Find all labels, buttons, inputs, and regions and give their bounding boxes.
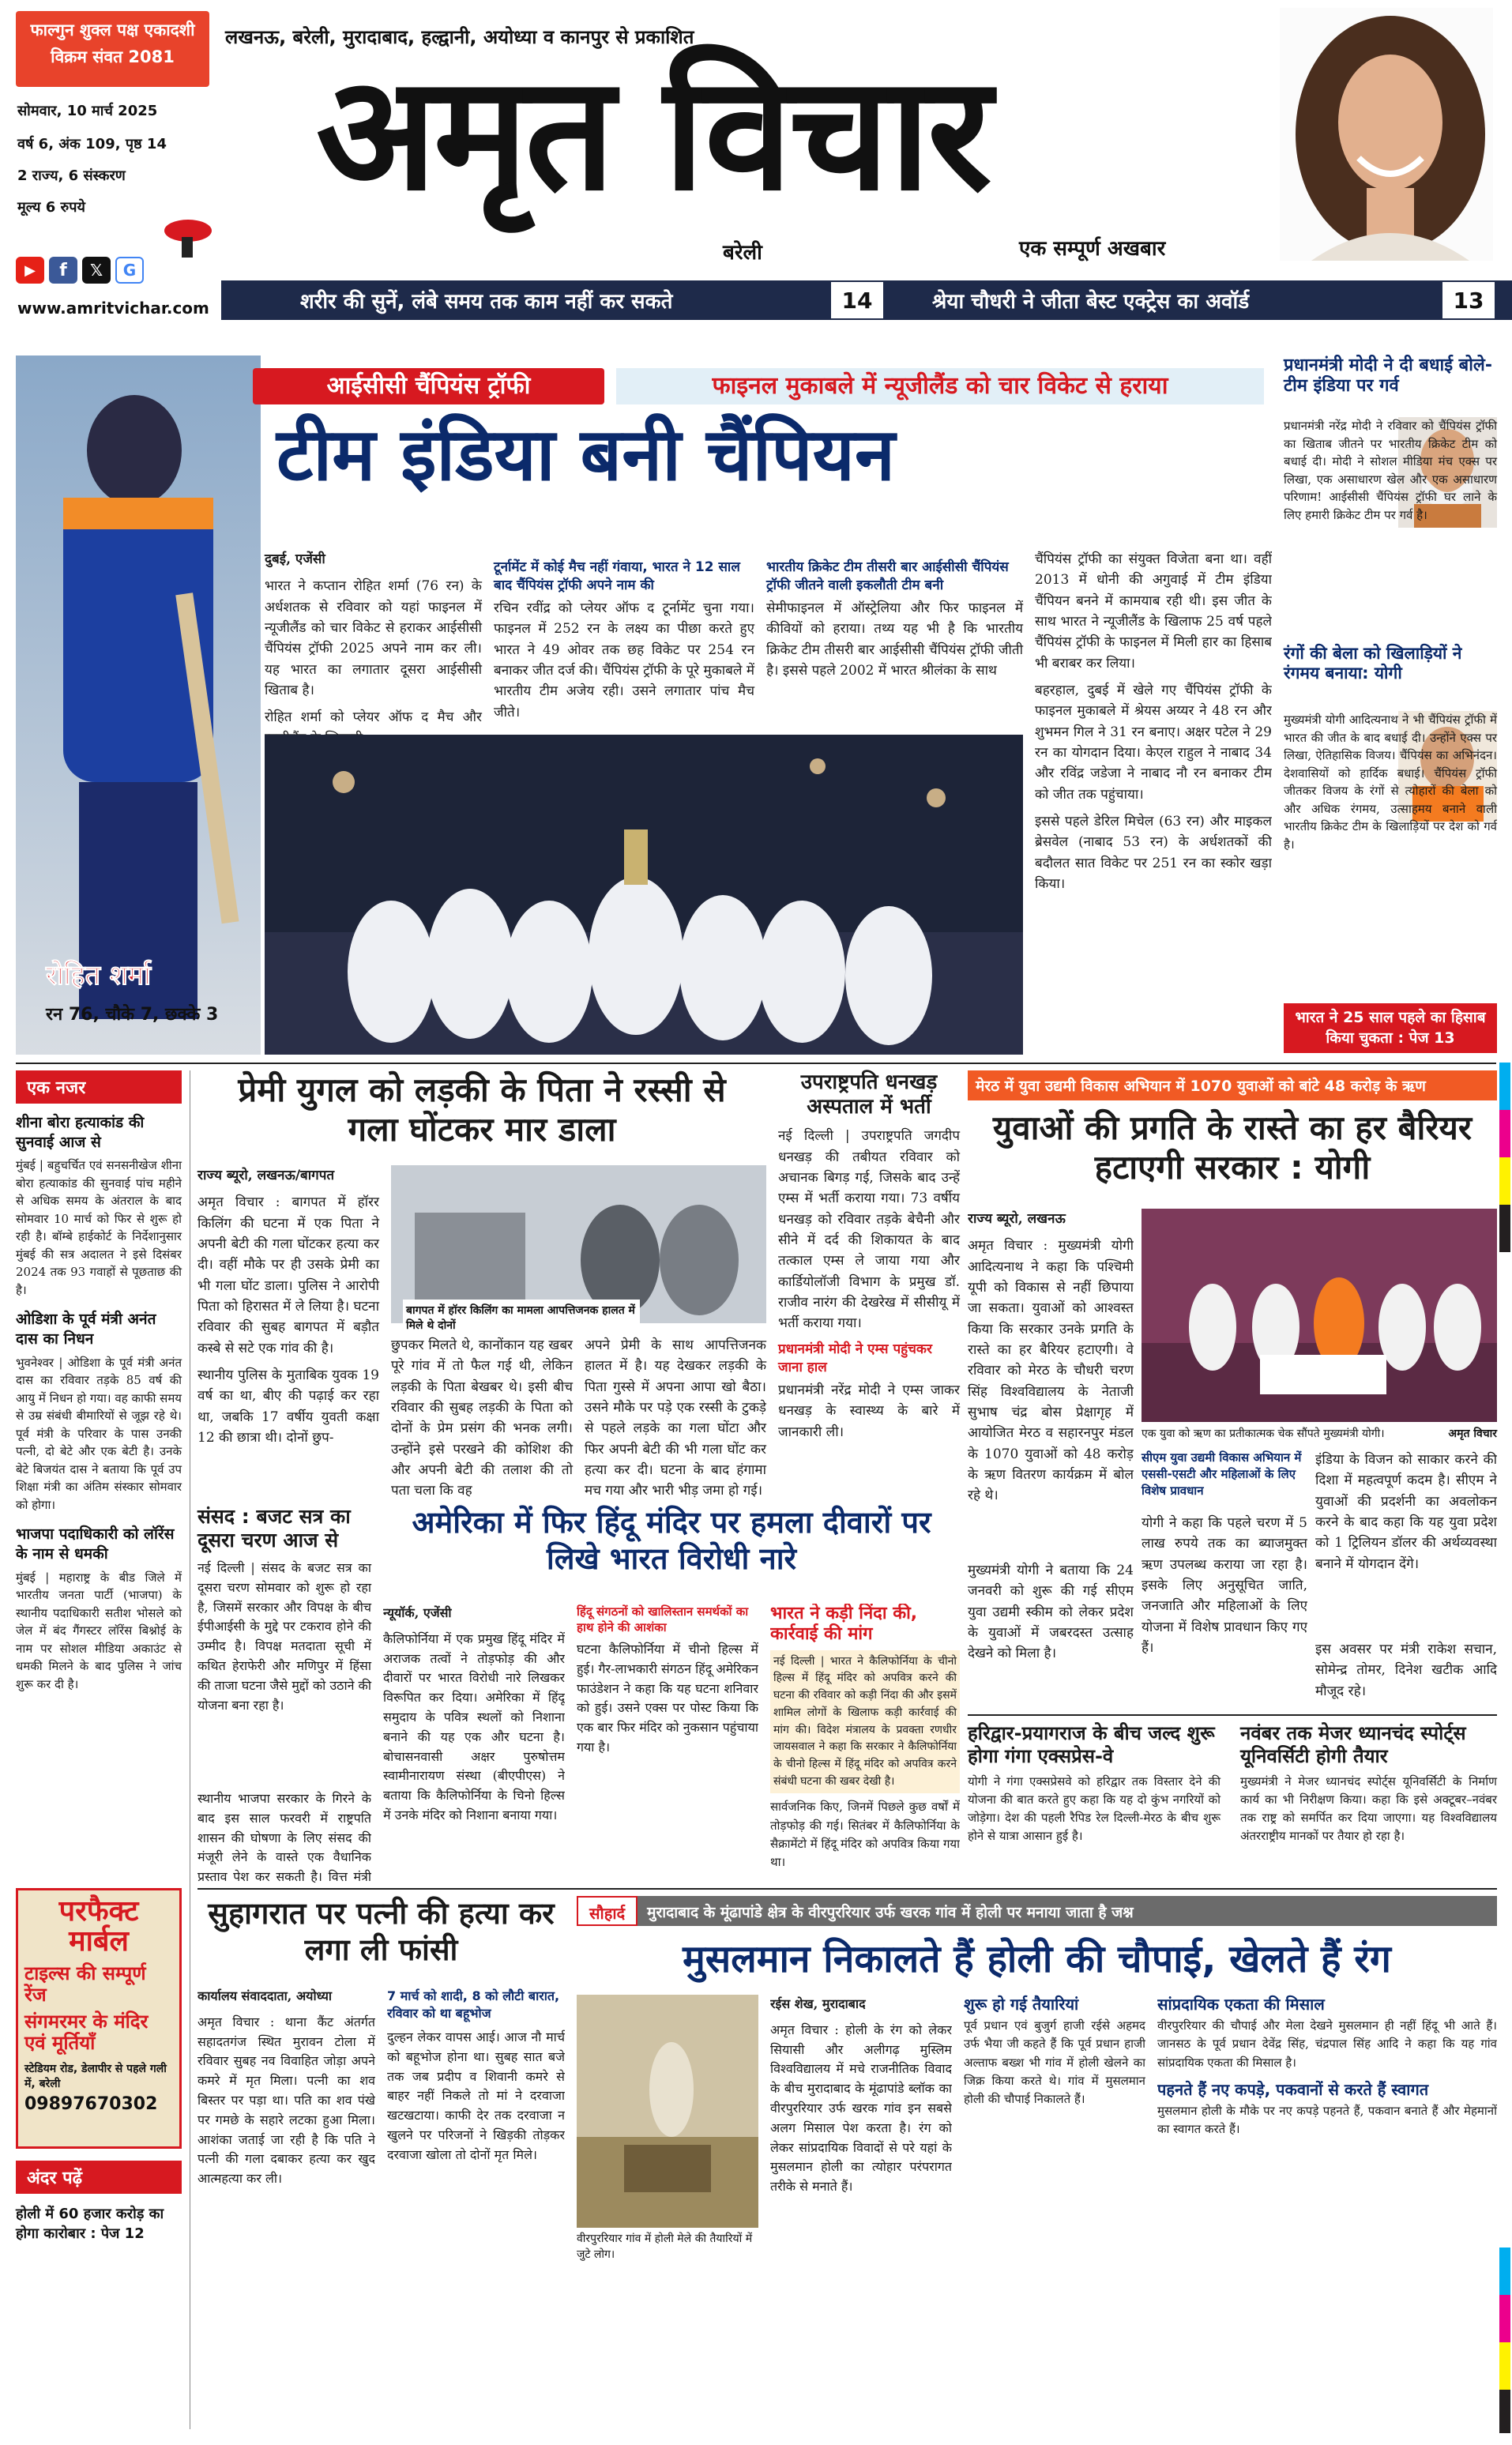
kicker-right: फाइनल मुकाबले में न्यूजीलैंड को चार विकेट से हराया xyxy=(616,368,1264,404)
holi-kicker: मुरादाबाद के मूंढापांडे क्षेत्र के वीरपुररियार उर्फ खरक गांव में होली पर मनाया जाता है जश्न xyxy=(638,1896,1497,1926)
ad-line4: संगमरमर के मंदिर एवं मूर्तियाँ xyxy=(24,2010,149,2055)
lead-col2-head: टूर्नामेंट में कोई मैच नहीं गंवाया, भारत ने 12 साल बाद चैंपियंस ट्रॉफी अपने नाम की xyxy=(494,559,740,593)
holi-col3 xyxy=(964,1995,1145,2433)
x-icon[interactable]: 𝕏 xyxy=(82,257,111,284)
marble-ad[interactable] xyxy=(16,1888,182,2149)
ad-address: स्टेडियम रोड, डेलापीर से पहले गली में, बरेली xyxy=(24,2062,167,2090)
lovers-col1 xyxy=(197,1165,379,1454)
panchang-box xyxy=(16,11,209,87)
nazar-item-head[interactable]: भाजपा पदाधिकारी को लॉरेंस के नाम से धमकी xyxy=(16,1525,175,1563)
nazar-item-text: भुवनेश्वर | ओडिशा के पूर्व मंत्री अनंत दास का रविवार तड़के 85 वर्ष की आयु में निधन हो गया। वह काफी समय से उम्र संबंधी बीमारियों से जूझ रहे थे। पूर्व मंत्री के परिवार के पास उनकी पत्नी, दो बेटे और एक बेटी है। उनके बेटे बिजयंत दास ने बताया कि पूर्व उप शिक्षा मंत्री का अंतिम संस्कार सोमवार को होगा। xyxy=(16,1355,182,1512)
facebook-icon[interactable]: f xyxy=(49,257,77,284)
team-photo xyxy=(265,735,1023,1055)
usa-dateline: न्यूयॉर्क, एजेंसी xyxy=(383,1605,452,1620)
sports-story xyxy=(1240,1722,1497,1846)
yogi-divider xyxy=(968,1714,1497,1716)
tease-box[interactable]: भारत ने 25 साल पहले का हिसाब किया चुकता : पेज 13 xyxy=(1284,1003,1497,1053)
yogi-kicker: मेरठ में युवा उद्यमी विकास अभियान में 1070 युवाओं को बांटे 48 करोड़ के ऋण xyxy=(968,1070,1497,1100)
vp-callout: प्रधानमंत्री मोदी ने एम्स पहुंचकर जाना हाल xyxy=(778,1341,932,1375)
usa-p2: घटना कैलिफोर्निया में चीनो हिल्स में हुई। गैर-लाभकारी संगठन हिंदू अमेरिकन फाउंडेशन ने कहा कि यह घटना शनिवार को हुई। उसने एक्स पर पोस्ट किया कि एक बार फिर मंदिर को नुकसान पहुंचाया गया है। xyxy=(577,1642,758,1755)
divider-mid xyxy=(197,1888,1497,1890)
lovers-p3: छुपकर मिलते थे, कानोंकान यह खबर पूरे गांव में तो फैल गई थी, लेकिन लड़की के पिता बेखबर थे। इसी बीच रविवार की सुबह लड़की के पिता को दोनों के प्रेम प्रसंग की भनक लगी। उन्होंने इसे परखने की कोशिश की और अपनी बेटी की तलाश की तो पता चला कि वह xyxy=(391,1337,573,1499)
suhagrat-p2: दुल्हन लेकर वापस आई। आज नौ मार्च को बहूभोज होना था। सुबह सात बजे तक जब प्रदीप व शिवानी कमरे से बाहर नहीं निकले तो मां ने दरवाजा खटखटाया। काफी देर तक दरवाजा न खुलने पर परिजनों ने खिड़की तोड़कर दरवाजा खोला तो दोनों मृत मिले। xyxy=(387,2029,565,2162)
india-resp-headline[interactable]: भारत ने कड़ी निंदा की, कार्रवाई की मांग xyxy=(770,1604,918,1645)
player-stats: रन 76, चौके 7, छक्के 3 xyxy=(46,1005,219,1025)
holi-p1: अमृत विचार : होली के रंग को लेकर सियासी और अलीगढ़ मुस्लिम विश्वविद्यालय में मचे राजनीतिक विवाद के बीच मुरादाबाद के मूंढापांडे ब्लॉक का वीरपुररियार उर्फ खरक गांव इन सबसे अलग मिसाल पेश करता है। रंग को लेकर सांप्रदायिक विवादों से परे यहां के मुसलमान होली का त्योहार परंपरागत तरीके से मनाते हैं। xyxy=(770,2022,952,2195)
nazar-item xyxy=(16,1310,182,1514)
holi-sub1-text: पूर्व प्रधान एवं बुजुर्ग हाजी रईसे अहमद उर्फ भैया जी कहते हैं कि पूर्व प्रधान हाजी अल्ताफ बख्श भी गांव में होली खेलने का जिक्र किया करते थे। गांव में मुसलमान होली की चौपाई निकालते हैं। xyxy=(964,2018,1145,2106)
suhagrat-col1 xyxy=(197,1987,375,2429)
vp-headline[interactable]: उपराष्ट्रपति धनखड़ अस्पताल में भर्ती xyxy=(800,1070,938,1119)
holi-label: सौहार्द xyxy=(577,1896,638,1926)
lead-col2-p1: रचिन रवींद्र को प्लेयर ऑफ द टूर्नामेंट चुना गया। फाइनल में 252 रन के लक्ष्य का पीछा करते हुए भारत ने 49 ओवर तक छह विकेट पर 254 रन बनाकर जीत दर्ज की। चैंपियंस ट्रॉफी के पूरे मुकाबले में भारतीय टीम अजेय रही। उसने लगातार पांच मैच जीते। xyxy=(494,600,754,720)
issue-line: वर्ष 6, अंक 109, पृष्ठ 14 xyxy=(17,136,167,152)
strip-right-page xyxy=(1441,280,1496,320)
usa-col3 xyxy=(770,1604,960,1884)
player-name: रोहित शर्मा xyxy=(46,960,152,991)
holi-sub3: पहनते हैं नए कपड़े, पकवानों से करते हैं स्वागत xyxy=(1157,2079,1429,2099)
modi-text: प्रधानमंत्री नरेंद्र मोदी ने रविवार को चैंपियंस ट्रॉफी का खिताब जीतने पर भारतीय क्रिकेट टीम को बधाई दी। मोदी ने सोशल मीडिया मंच एक्स पर लिखा, एक असाधारण खेल और एक असाधारण परिणाम! आईसीसी चैंपियंस ट्रॉफी घर लाने के लिए हमारी क्रिकेट टीम पर गर्व है। xyxy=(1284,419,1497,522)
story-vp xyxy=(778,1070,960,1497)
suhagrat-headline[interactable]: सुहागरात पर पत्नी की हत्या कर लगा ली फांसी xyxy=(208,1896,555,1967)
usa-col1 xyxy=(383,1604,565,1884)
inside-text[interactable]: होली में 60 हजार करोड़ का होगा कारोबार : पेज 12 xyxy=(16,2206,164,2243)
yogi-story-headline[interactable]: युवाओं की प्रगति के रास्ते का हर बैरियर हटाएगी सरकार : योगी xyxy=(992,1108,1473,1187)
usa-p1: कैलिफोर्निया में एक प्रमुख हिंदू मंदिर में अराजक तत्वों ने तोड़फोड़ की और दीवारों पर भारत विरोधी नारे लिखकर विरूपित कर दिया। अमेरिका में हिंदू समुदाय के पवित्र स्थलों को निशाना बनाने की यह एक और घटना है। बोचासनवासी अक्षर पुरुषोत्तम स्वामीनारायण संस्था (बीएपीएस) ने बताया कि कैलिफोर्निया के चिनो हिल्स में उनके मंदिर को निशाना बनाया गया। xyxy=(383,1631,565,1822)
sansad-headline[interactable]: संसद : बजट सत्र का दूसरा चरण आज से xyxy=(197,1505,351,1552)
cities-line: लखनऊ, बरेली, मुरादाबाद, हल्द्वानी, अयोध्या व कानपुर से प्रकाशित xyxy=(225,26,694,48)
strip-right-text[interactable]: श्रेया चौधरी ने जीता बेस्ट एक्ट्रेस का अवॉर्ड xyxy=(932,290,1250,314)
india-resp-p1: नई दिल्ली | भारत ने कैलिफोर्निया के चीनो हिल्स में हिंदू मंदिर को अपवित्र करने की घटना की रविवार को कड़ी निंदा की और इसमें शामिल लोगों के खिलाफ कड़ी कार्रवाई की मांग की। विदेश मंत्रालय के प्रवक्ता रणधीर जायसवाल ने कहा कि सरकार ने कैलिफोर्निया के चीनो हिल्स में हिंदू मंदिर को अपवित्र करने संबंधी घटना की खबर देखी है। xyxy=(770,1650,960,1794)
vp-p2: प्रधानमंत्री नरेंद्र मोदी ने एम्स जाकर धनखड़ के स्वास्थ्य के बारे में जानकारी ली। xyxy=(778,1382,960,1440)
yogi-box-head: सीएम युवा उद्यमी विकास अभियान में एससी-एसटी और महिलाओं के लिए विशेष प्रावधान xyxy=(1142,1450,1302,1498)
tagline: एक सम्पूर्ण अखबार xyxy=(1019,237,1166,261)
website[interactable]: www.amritvichar.com xyxy=(17,299,209,318)
nazar-item xyxy=(16,1113,182,1299)
holi-sub1: शुरू हो गई तैयारियां xyxy=(964,1995,1079,2014)
nazar-item-head[interactable]: शीना बोरा हत्याकांड की सुनवाई आज से xyxy=(16,1114,145,1151)
story-suhagrat xyxy=(197,1896,565,2433)
lead-col4-p2: बहरहाल, दुबई में खेले गए चैंपियंस ट्रॉफी के फाइनल मुकाबले में श्रेयस अय्यर ने 48 रन और शुभमन गिल ने 31 रन बनाए। अक्षर पटेल ने 29 रन का योगदान दिया। केएल राहुल ने नाबाद 34 और रविंद्र जडेजा ने नाबाद नौ रन बनाकर टीम को जीत तक पहुंचाया। xyxy=(1035,683,1272,803)
usa-sub: हिंदू संगठनों को खालिस्तान समर्थकों का हाथ होने की आशंका xyxy=(577,1604,749,1634)
story-lovers xyxy=(197,1070,766,1497)
google-icon[interactable]: G xyxy=(115,257,144,284)
yogi-headline[interactable]: रंगों की बेला को खिलाड़ियों ने रंगमय बनाया: योगी xyxy=(1284,644,1462,683)
social-icons xyxy=(16,257,144,284)
nazar-item-head[interactable]: ओडिशा के पूर्व मंत्री अनंत दास का निधन xyxy=(16,1311,156,1349)
lead-col4 xyxy=(1035,549,1272,1055)
holi-sub2: सांप्रदायिक एकता की मिसाल xyxy=(1157,1995,1325,2014)
vp-p1: नई दिल्ली | उपराष्ट्रपति जगदीप धनखड़ की तबीयत रविवार को अचानक बिगड़ गई, जिसके बाद उन्हें एम्स में भर्ती कराया गया। 73 वर्षीय धनखड़ को रविवार तड़के बेचैनी और सीने में दर्द की शिकायत के बाद तत्काल एम्स ले जाया गया और कार्डियोलॉजी विभाग के प्रमुख डॉ. राजीव नारंग की देखरेख में सीसीयू में भर्ती कराया गया। xyxy=(778,1128,960,1332)
suhagrat-callout: 7 मार्च को शादी, 8 को लौटी बारात, रविवार को था बहूभोज xyxy=(387,1988,560,2021)
ad-phone[interactable]: 09897670302 xyxy=(24,2093,158,2114)
strip-left-page xyxy=(829,280,885,320)
lovers-p1: अमृत विचार : बागपत में हॉरर किलिंग की घटना में एक पिता ने अपनी बेटी की गला घोंटकर हत्या कर दी। वहीं मौके पर ही उसके प्रेमी का भी गला घोंट डाला। पुलिस ने आरोपी पिता को हिरासत में ले लिया है। घटना रविवार की सुबह बागपत में बड़ौत कस्बे से सटे एक गांव की है। xyxy=(197,1194,379,1356)
yogi-p1: अमृत विचार : मुख्यमंत्री योगी आदित्यनाथ ने कहा कि पश्चिमी यूपी को विकास से नहीं छिपाया जा सकता। युवाओं को आश्वस्त किया कि सरकार उनके प्रगति के रास्ते का हर बैरियर हटाएगी। वे रविवार को मेरठ के चौधरी चरण सिंह विश्वविद्यालय के नेताजी सुभाष चंद्र बोस प्रेक्षागृह में आयोजित मेरठ व सहारनपुर मंडल के 1070 युवाओं को 48 करोड़ के ऋण वितरण कार्यक्रम में बोल रहे थे। xyxy=(968,1238,1134,1504)
inside-label: अंदर पढ़ें xyxy=(16,2161,182,2194)
story-usa xyxy=(383,1505,960,1884)
yogi-p4: इंडिया के विजन को साकार करने की दिशा में महत्वपूर्ण कदम है। सीएम ने युवाओं की प्रदर्शनी का अवलोकन करने के बाद कहा कि यह युवा प्रदेश को 1 ट्रिलियन डॉलर की अर्थव्यवस्था बनाने में योगदान देंगे। xyxy=(1315,1452,1497,1572)
right-column-top xyxy=(1284,355,1497,1055)
usa-headline[interactable]: अमेरिका में फिर हिंदू मंदिर पर हमला दीवारों पर लिखे भारत विरोधी नारे xyxy=(412,1505,931,1576)
yogi-col1 xyxy=(968,1209,1134,1556)
lovers-caption: बागपत में हॉरर किलिंग का मामला आपत्तिजनक हालत में मिले थे दोनों xyxy=(403,1300,640,1336)
usa-col2 xyxy=(577,1604,758,1884)
rohit-photo xyxy=(16,355,261,1055)
mic-logo xyxy=(158,213,221,261)
lead-headline: टीम इंडिया बनी चैंपियन xyxy=(276,412,896,497)
yogi-event-photo xyxy=(1142,1209,1497,1422)
holi-sub2-text: वीरपुररियार की चौपाई और मेला देखने मुसलमान ही नहीं हिंदू भी आते हैं। जानसठ के पूर्व प्रधान देवेंद्र सिंह, चंद्रपाल सिंह आदि ने कहा कि यह गांव सांप्रदायिक एकता की मिसाल है। xyxy=(1157,2018,1497,2070)
ganga-story xyxy=(968,1722,1221,1846)
lead-story xyxy=(16,355,1272,1055)
yogi-photo-caption-text: एक युवा को ऋण का प्रतीकात्मक चेक सौंपते मुख्यमंत्री योगी। xyxy=(1142,1428,1385,1440)
yogi-photo-credit: अमृत विचार xyxy=(1448,1428,1497,1440)
lead-col1-p2: रोहित शर्मा को प्लेयर ऑफ द मैच और xyxy=(265,709,482,726)
strip-left-text[interactable]: शरीर की सुनें, लंबे समय तक काम नहीं कर सकते xyxy=(300,290,673,314)
lovers-p4: अपने प्रेमी के साथ आपत्तिजनक हालत में है। यह देखकर लड़की के पिता गुस्से में अपना आपा खो बैठा। उसने मौके पर पड़े एक रस्सी के टुकड़े से पहले लड़के का गला घोंटा और फिर अपनी बेटी की भी गला घोंट कर हत्या कर दी। घटना के बाद हंगामा मच गया और भारी भीड़ जमा हो गई। xyxy=(585,1337,766,1499)
holi-col2 xyxy=(770,1995,952,2433)
panchang-line1: फाल्गुन शुक्ल पक्ष एकादशी xyxy=(30,21,195,39)
strip-right-page-num: 13 xyxy=(1453,287,1484,314)
ganga-headline[interactable]: हरिद्वार-प्रयागराज के बीच जल्द शुरू होगा गंगा एक्सप्रेस-वे xyxy=(968,1722,1215,1767)
ganga-text: योगी ने गंगा एक्सप्रेसवे को हरिद्वार तक विस्तार देने की योजना की बात करते हुए कहा कि यह दो कुंभ नगरियों को जोड़ेगा। देश की पहली रैपिड रेल दिल्ली-मेरठ के बीच शुरू होने से यात्रा आसान हुई है। xyxy=(968,1774,1221,1844)
ad-line3: टाइल्स की सम्पूर्ण रेंज xyxy=(24,1962,146,2007)
nazar-item xyxy=(16,1525,182,1693)
lovers-headline[interactable]: प्रेमी युगल को लड़की के पिता ने रस्सी से गला घोंटकर मार डाला xyxy=(238,1070,726,1149)
divider-lead xyxy=(16,1063,1496,1064)
holi-kicker-row xyxy=(577,1896,1497,1926)
lead-col4-p1: चैंपियंस ट्रॉफी का संयुक्त विजेता बना था। वहीं 2013 में धोनी की अगुवाई में टीम इंडिया चैंपियन बनने में कामयाब रही थी। इस जीत के साथ भारत ने न्यूजीलैंड के खिलाफ 25 वर्ष पहले चैंपियंस ट्रॉफी के फाइनल में मिली हार का हिसाब भी बराबर कर लिया। xyxy=(1035,551,1272,671)
nazar-item-text: मुंबई | बहुचर्चित एवं सनसनीखेज शीना बोरा हत्याकांड की सुनवाई पांच महीने से अधिक समय के अंतराल के बाद सोमवार 10 मार्च को फिर से शुरू हो रही है। बॉम्बे हाईकोर्ट के निर्देशानुसार मुंबई की सत्र अदालत ने इसे दिसंबर 2024 तक 93 गवाहों से पूछताछ की है। xyxy=(16,1158,182,1297)
sports-headline[interactable]: नवंबर तक मेजर ध्यानचंद स्पोर्ट्स यूनिवर्सिटी होगी तैयार xyxy=(1240,1722,1466,1767)
nazar-item-text: मुंबई | महाराष्ट्र के बीड जिले में भारतीय जनता पार्टी (भाजपा) के स्थानीय पदाधिकारी सतीश भोसले को जेल में बंद गैंगस्टर लॉरेंस बिश्नोई के नाम पर सोशल मीडिया अकाउंट से धमकी मिलने के बाद पुलिस ने जांच शुरू कर दी है। xyxy=(16,1570,182,1691)
editions-line: 2 राज्य, 6 संस्करण xyxy=(17,167,126,184)
yogi-p3: योगी ने कहा कि पहले चरण में 5 लाख रुपये तक का ब्याजमुक्त ऋण उपलब्ध कराया जा रहा है। इसके लिए अनुसूचित जाति, जनजाति और महिलाओं के लिए योजना में विशेष प्रावधान किए गए हैं। xyxy=(1142,1515,1307,1657)
ad-line2: मार्बल xyxy=(69,1924,129,1958)
yogi-dateline: राज्य ब्यूरो, लखनऊ xyxy=(968,1211,1066,1227)
ek-nazar-label: एक नजर xyxy=(16,1070,182,1104)
lovers-dateline: राज्य ब्यूरो, लखनऊ/बागपत xyxy=(197,1168,335,1183)
date-line: सोमवार, 10 मार्च 2025 xyxy=(17,103,158,119)
masthead-logo: अमृत विचार xyxy=(316,42,989,226)
modi-headline[interactable]: प्रधानमंत्री मोदी ने दी बधाई बोले- टीम इंडिया पर गर्व xyxy=(1284,355,1492,397)
yogi-text: मुख्यमंत्री योगी आदित्यनाथ ने भी चैंपियंस ट्रॉफी में भारत की जीत के बाद बधाई दी। उन्होंने एक्स पर लिखा, ऐतिहासिक विजय। चैंपियंस का अभिनंदन। देशवासियों को हार्दिक बधाई। चैंपियंस ट्रॉफी जीतकर विजय के रंगों से त्योहारों की बेला को और अधिक रंगमय, उत्साहमय बनाने वाली भारतीय क्रिकेट टीम के खिलाड़ियों पर देश को गर्व है। xyxy=(1284,713,1497,852)
lead-col3-p1: सेमीफाइनल में ऑस्ट्रेलिया और फिर फाइनल में कीवियों को हराया। तथ्य यह भी है कि भारतीय क्रिकेट टीम तीसरी बार आईसीसी चैंपियंस ट्रॉफी जीती है। इससे पहले 2002 में भारत श्रीलंका के साथ xyxy=(766,600,1023,679)
actress-photo xyxy=(1280,8,1493,261)
lead-col2 xyxy=(494,557,754,723)
edition-city: बरेली xyxy=(723,241,762,265)
panchang-line2: विक्रम संवत 2081 xyxy=(51,47,175,66)
price-line: मूल्य 6 रुपये xyxy=(17,199,85,216)
yogi-p5: इस अवसर पर मंत्री राकेश सचान, सोमेन्द्र तोमर, दिनेश खटीक आदि मौजूद रहे। xyxy=(1315,1642,1497,1699)
story-holi xyxy=(577,1896,1497,2433)
holi-col4 xyxy=(1157,1995,1497,2433)
india-resp-p2: सार्वजनिक किए, जिनमें पिछले कुछ वर्षों में तोड़फोड़ की गई। सितंबर में कैलिफोर्निया के सैक्रामेंटो में हिंदू मंदिर को अपवित्र किया गया था। xyxy=(770,1800,960,1870)
holi-photo-caption: वीरपुररियार गांव में होली मेले की तैयारियों में जुटे लोग। xyxy=(577,2232,753,2261)
ad-line1: परफैक्ट xyxy=(58,1895,139,1928)
sansad-p2: स्थानीय भाजपा सरकार के गिरने के बाद इस साल फरवरी में राष्ट्रपति शासन की घोषणा के लिए संसद की मंजूरी लेने के वास्ते एक वैधानिक प्रस्ताव पेश कर सकती है। वित्त मंत्री xyxy=(197,1791,371,1884)
sansad-p1: नई दिल्ली | संसद के बजट सत्र का दूसरा चरण सोमवार को शुरू हो रहा है, जिसमें सरकार और विपक्ष के बीच ईपीआईसी के मुद्दे पर टकराव होने की उम्मीद है। विपक्ष मतदाता सूची में कथित हेराफेरी और मणिपुर में हिंसा की ताजा घटना जैसे मुद्दों को उठाने की योजना बना रहा है। xyxy=(197,1560,371,1713)
kicker-left: आईसीसी चैंपियंस ट्रॉफी xyxy=(253,368,604,404)
masthead xyxy=(0,0,1512,320)
strip-left-page-num: 14 xyxy=(841,287,873,314)
sports-text: मुख्यमंत्री ने मेजर ध्यानचंद स्पोर्ट्स यूनिवर्सिटी के निर्माण कार्य का भी निरीक्षण किया। कहा कि इसे अक्टूबर–नवंबर तक राष्ट्र को समर्पित कर दिया जाएगा। यह विश्वविद्यालय अंतरराष्ट्रीय मानकों पर तैयार हो रहा है। xyxy=(1240,1774,1497,1844)
holi-headline[interactable]: मुसलमान निकालते हैं होली की चौपाई, खेलते हैं रंग xyxy=(683,1937,1391,1981)
suhagrat-col2 xyxy=(387,1987,565,2429)
holi-photo xyxy=(577,1995,758,2228)
suhagrat-p1: अमृत विचार : थाना कैंट अंतर्गत सहादतगंज स्थित मुरावन टोला में रविवार सुबह नव विवाहित जोड़ा अपने कमरे में मृत मिला। पत्नी का शव बिस्तर पर पड़ा था। पति का शव पंखे पर गमछे के सहारे लटका हुआ मिला। आशंका जताई जा रही है कि पति ने पत्नी की गला दबाकर हत्या कर खुद आत्महत्या कर ली। xyxy=(197,2014,375,2187)
lead-col3 xyxy=(766,557,1023,681)
lead-col1 xyxy=(265,549,482,755)
holi-sub3-text: मुसलमान होली के मौके पर नए कपड़े पहनते हैं, पकवान बनाते हैं और मेहमानों का स्वागत करते हैं। xyxy=(1157,2103,1497,2136)
yogi-photo-caption xyxy=(1142,1426,1497,1441)
yogi-p2: मुख्यमंत्री योगी ने बताया कि 24 जनवरी को शुरू की गई सीएम युवा उद्यमी स्कीम को लेकर प्रदेश के युवाओं में जबरदस्त उत्साह देखने को मिला है। xyxy=(968,1563,1134,1662)
dateline: दुबई, एजेंसी xyxy=(265,551,325,567)
holi-dateline: रईस शेख, मुरादाबाद xyxy=(770,1996,866,2011)
lead-col1-p1: भारत ने कप्तान रोहित शर्मा (76 रन) के अर्धशतक से रविवार को यहां फाइनल में न्यूजीलैंड को चार विकेट से हराकर आईसीसी चैंपियंस ट्रॉफी 2025 अपने नाम कर ली। यह भारत का लगातार दूसरा आईसीसी खिताब है। xyxy=(265,578,482,699)
lead-col4-p3: इससे पहले डेरिल मिचेल (63 रन) और माइकल ब्रेसवेल (नाबाद 53 रन) के अर्धशतकों की बदौलत सात विकेट पर 251 रन का स्कोर खड़ा किया। xyxy=(1035,814,1272,893)
lovers-p2: स्थानीय पुलिस के मुताबिक युवक 19 वर्ष का था, बीए की पढ़ाई कर रहा था, जबकि 17 वर्षीय युवती कक्षा 12 की छात्रा थी। दोनों छुप- xyxy=(197,1367,379,1446)
color-registration-strip xyxy=(1499,1063,1510,2433)
lead-col3-head: भारतीय क्रिकेट टीम तीसरी बार आईसीसी चैंपियंस ट्रॉफी जीतने वाली इकलौती टीम बनी xyxy=(766,559,1009,593)
youtube-icon[interactable]: ▶ xyxy=(16,257,44,284)
suhagrat-dateline: कार्यालय संवाददाता, अयोध्या xyxy=(197,1988,333,2003)
